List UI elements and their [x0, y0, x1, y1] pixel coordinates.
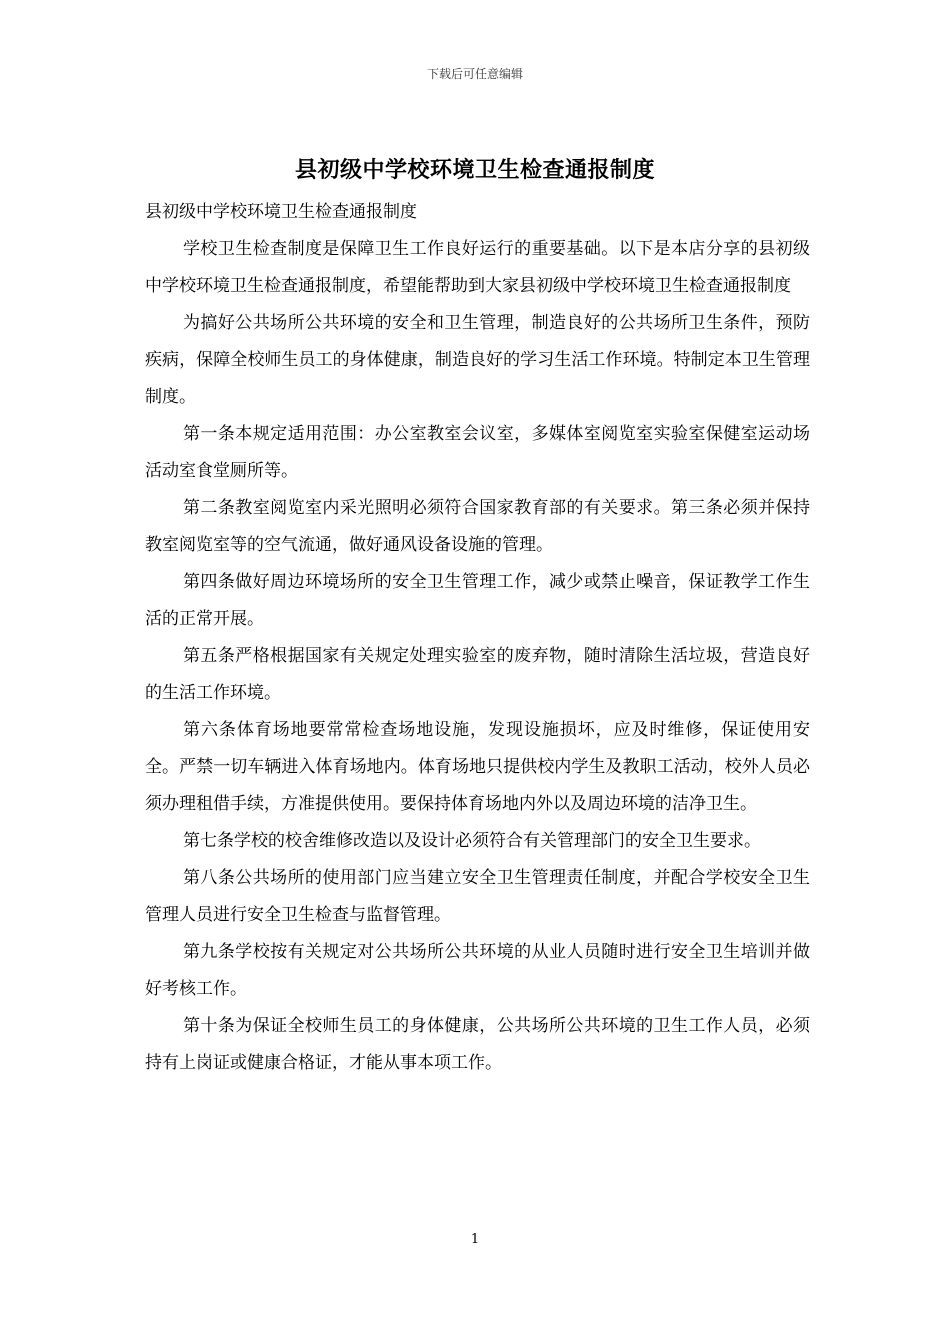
- paragraph: 为搞好公共场所公共环境的安全和卫生管理，制造良好的公共场所卫生条件，预防疾病，保障全校师生员工的身体健康，制造良好的学习生活工作环境。特制定本卫生管理制度。: [145, 313, 810, 407]
- document-title: 县初级中学校环境卫生检查通报制度: [294, 157, 655, 183]
- subtitle-line: 县初级中学校环境卫生检查通报制度: [145, 202, 417, 222]
- page-number: 1: [470, 1232, 480, 1247]
- paragraph: 第八条公共场所的使用部门应当建立安全卫生管理责任制度，并配合学校安全卫生管理人员进行安全卫生检查与监督管理。: [145, 868, 810, 925]
- paragraph: 第十条为保证全校师生员工的身体健康，公共场所公共环境的卫生工作人员，必须持有上岗证或健康合格证，才能从事本项工作。: [145, 1016, 810, 1073]
- paragraph: 第五条严格根据国家有关规定处理实验室的废弃物，随时清除生活垃圾，营造良好的生活工作环境。: [145, 646, 810, 703]
- paragraph: 第九条学校按有关规定对公共场所公共环境的从业人员随时进行安全卫生培训并做好考核工作。: [145, 942, 810, 999]
- paragraph: 学校卫生检查制度是保障卫生工作良好运行的重要基础。以下是本店分享的县初级中学校环境卫生检查通报制度，希望能帮助到大家县初级中学校环境卫生检查通报制度: [145, 239, 810, 296]
- header-note: 下载后可任意编辑: [426, 67, 523, 81]
- document-body: [145, 194, 810, 1082]
- paragraph: 第二条教室阅览室内采光照明必须符合国家教育部的有关要求。第三条必须并保持教室阅览室等的空气流通，做好通风设备设施的管理。: [145, 498, 810, 555]
- paragraph: 第六条体育场地要常常检查场地设施，发现设施损坏，应及时维修，保证使用安全。严禁一切车辆进入体育场地内。体育场地只提供校内学生及教职工活动，校外人员必须办理租借手续，方准提供使用。要保持体育场地内外以及周边环境的洁净卫生。: [145, 720, 810, 814]
- paragraph: 第七条学校的校舍维修改造以及设计必须符合有关管理部门的安全卫生要求。: [183, 831, 761, 851]
- paragraph: 第四条做好周边环境场所的安全卫生管理工作，减少或禁止噪音，保证教学工作生活的正常开展。: [145, 572, 810, 629]
- paragraph: 第一条本规定适用范围：办公室教室会议室，多媒体室阅览室实验室保健室运动场活动室食堂厕所等。: [145, 424, 810, 481]
